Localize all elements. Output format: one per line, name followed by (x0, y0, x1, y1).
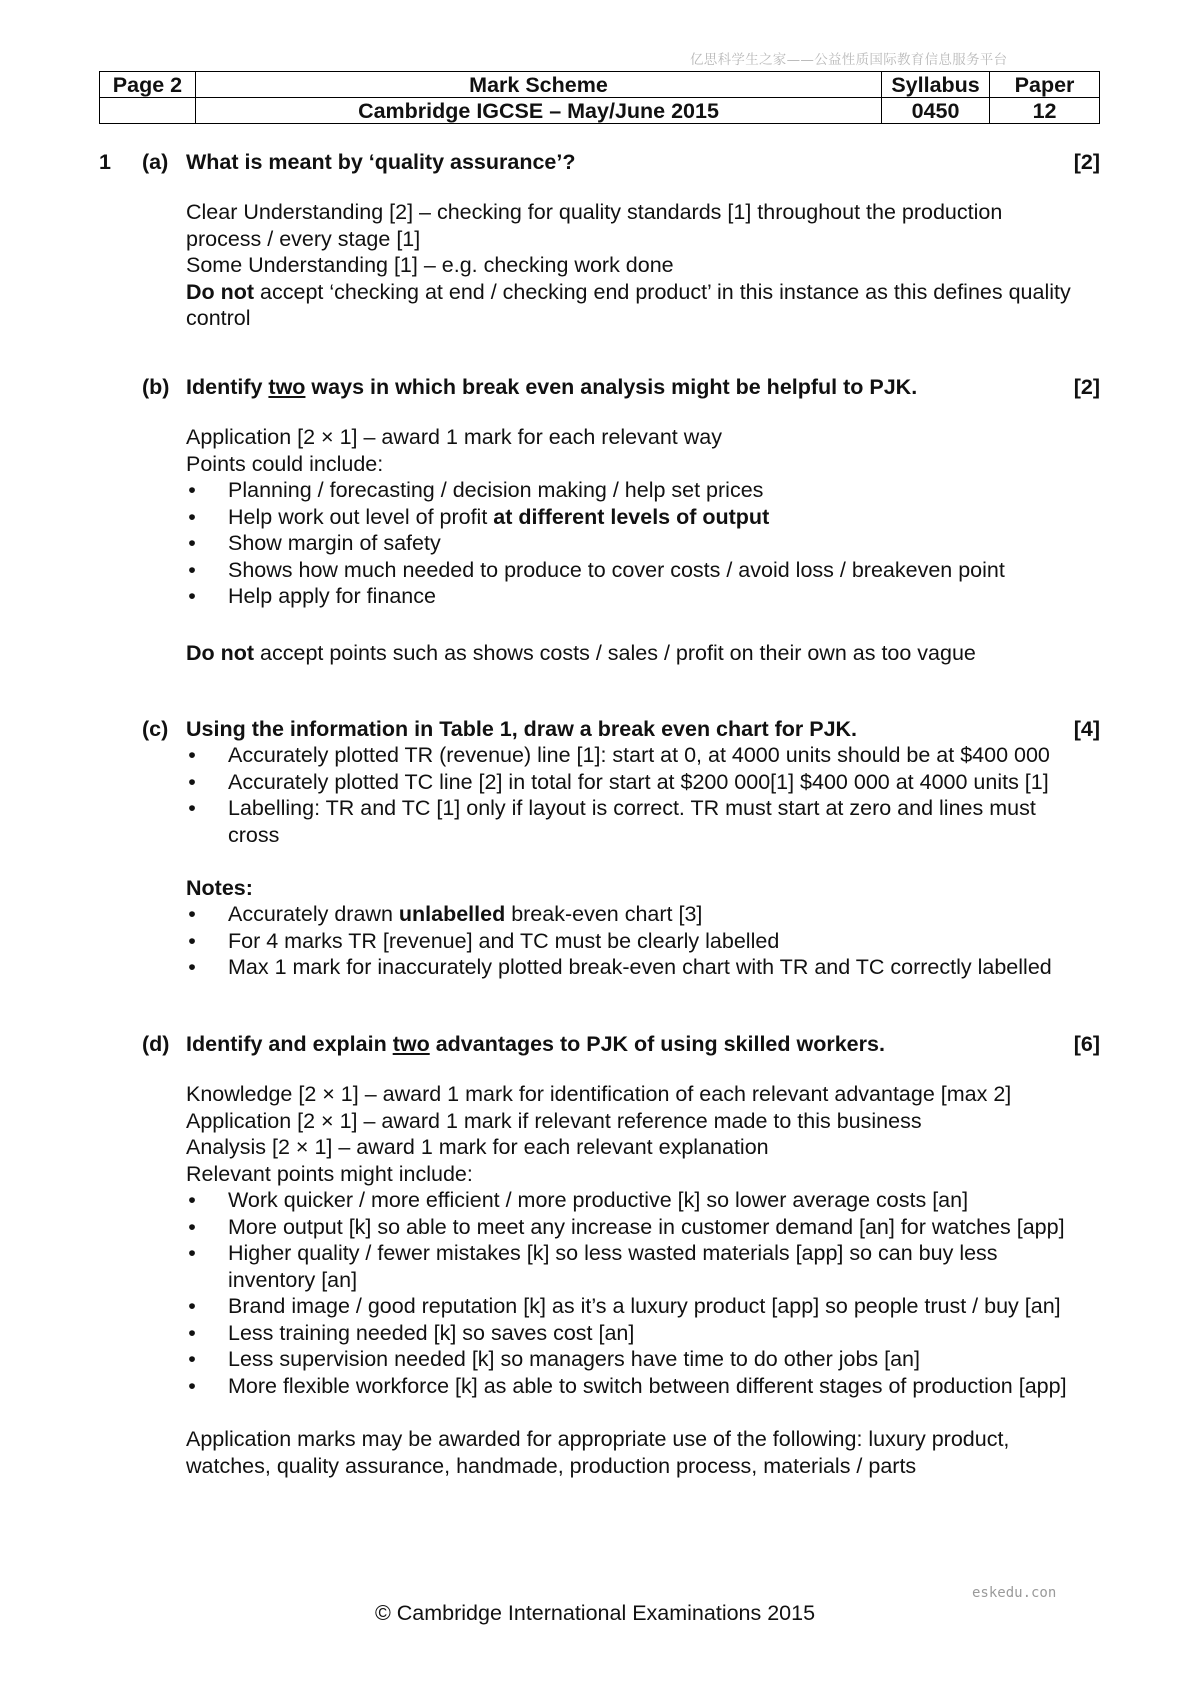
footer-copyright: © Cambridge International Examinations 2015 (374, 1601, 816, 1625)
list-item (186, 1373, 1100, 1400)
do-not-label: Do not (186, 279, 255, 304)
list-item-cont (186, 822, 1100, 849)
page-number: Page 2 (100, 72, 196, 98)
part-b-marks: [2] (1073, 375, 1100, 399)
list-item-text: Less supervision needed [k] so managers have time to do other jobs [an] (228, 1347, 920, 1371)
part-b-do-not (186, 640, 1100, 667)
notes-title: Notes: (186, 876, 253, 900)
list-item (186, 1214, 1100, 1241)
do-not-text: accept ‘checking at end / checking end product’ in this instance as this defines quality (254, 279, 1071, 304)
part-b-question (186, 374, 917, 401)
q-text-underlined: two (392, 1032, 430, 1056)
list-item (186, 583, 1100, 610)
part-a-question: What is meant by ‘quality assurance’? (186, 150, 576, 174)
list-item (186, 742, 1100, 769)
part-b-intro (186, 424, 1100, 477)
do-not-label: Do not (186, 641, 255, 665)
bullet-icon: • (188, 1214, 196, 1239)
bullet-icon: • (188, 796, 196, 820)
bullet-icon: • (188, 1188, 196, 1212)
answer-line: Some Understanding [1] – e.g. checking work done (186, 253, 674, 277)
list-item (186, 901, 1100, 928)
watermark-top: 亿思科学生之家——公益性质国际教育信息服务平台 (690, 52, 1008, 68)
list-item-text: Work quicker / more efficient / more productive [k] so lower average costs [an] (228, 1188, 969, 1212)
q-text-underlined: two (268, 375, 306, 399)
bullet-icon: • (188, 955, 196, 979)
notes-bullets (186, 901, 1100, 981)
syllabus-label: Syllabus (882, 72, 990, 98)
list-item (186, 530, 1100, 557)
document-subtitle: Cambridge IGCSE – May/June 2015 (195, 98, 881, 124)
bullet-icon: • (188, 928, 196, 953)
part-d-marks: [6] (1073, 1032, 1100, 1056)
list-item-bold: unlabelled (398, 902, 506, 926)
paper-value: 12 (990, 98, 1100, 124)
list-item-text: Max 1 mark for inaccurately plotted break-even chart with TR and TC correctly labelled (228, 955, 1052, 979)
list-item (186, 928, 1100, 955)
bullet-icon: • (188, 531, 196, 555)
do-not-text: accept points such as shows costs / sales / profit on their own as too vague (254, 641, 976, 665)
list-item-text: inventory [an] (228, 1267, 358, 1292)
part-b-bullets (186, 477, 1100, 610)
list-item-text: Less training needed [k] so saves cost [an] (228, 1320, 635, 1345)
list-item-text: Help apply for finance (228, 584, 436, 608)
question-number: 1 (99, 150, 111, 174)
intro-line: Application [2 × 1] – award 1 mark for each relevant way (186, 425, 722, 449)
bullet-icon: • (188, 584, 196, 608)
list-item-text: Accurately plotted TC line [2] in total for start at $200 000[1] $400 000 at 4000 units [1] (228, 769, 1049, 794)
part-d-closing (186, 1426, 1100, 1479)
intro-line: Analysis [2 × 1] – award 1 mark for each relevant explanation (186, 1135, 769, 1159)
bullet-icon: • (188, 1241, 196, 1265)
list-item-text: cross (228, 822, 280, 847)
bullet-icon: • (188, 557, 196, 582)
syllabus-value: 0450 (882, 98, 990, 124)
list-item (186, 1240, 1100, 1267)
list-item-text: More output [k] so able to meet any increase in customer demand [an] for watches [app] (228, 1214, 1065, 1239)
part-c-bullets (186, 742, 1100, 848)
list-item-text: Accurately drawn (228, 902, 399, 926)
answer-line: process / every stage [1] (186, 226, 421, 251)
document-title: Mark Scheme (195, 72, 881, 98)
list-item (186, 1346, 1100, 1373)
list-item-text: Accurately plotted TR (revenue) line [1]: start at 0, at 4000 units should be at $400 000 (228, 743, 1050, 767)
q-text-post: ways in which break even analysis might be helpful to PJK. (305, 375, 918, 399)
bullet-icon: • (188, 769, 196, 794)
part-c-question: Using the information in Table 1, draw a break even chart for PJK. (186, 717, 858, 741)
do-not-note-cont: control (186, 306, 251, 330)
list-item-text: More flexible workforce [k] as able to switch between different stages of production [app] (228, 1373, 1067, 1398)
list-item-text: For 4 marks TR [revenue] and TC must be clearly labelled (228, 928, 780, 953)
list-item (186, 504, 1100, 531)
list-item-text: Help work out level of profit (228, 504, 494, 529)
bullet-icon: • (188, 1347, 196, 1371)
bullet-icon: • (188, 902, 196, 926)
list-item (186, 557, 1100, 584)
bullet-icon: • (188, 743, 196, 767)
part-b-label: (b) (142, 375, 170, 399)
list-item-text: Shows how much needed to produce to cover costs / avoid loss / breakeven point (228, 557, 1005, 582)
list-item (186, 1293, 1100, 1320)
list-item-text: Show margin of safety (228, 531, 441, 555)
list-item-text: Higher quality / fewer mistakes [k] so less wasted materials [app] so can buy less (228, 1241, 998, 1265)
bullet-icon: • (188, 1294, 196, 1318)
intro-line: Application [2 × 1] – award 1 mark if relevant reference made to this business (186, 1108, 922, 1133)
part-d-label: (d) (142, 1032, 170, 1056)
intro-line: Points could include: (186, 451, 384, 476)
part-c-marks: [4] (1073, 717, 1100, 741)
bullet-icon: • (188, 504, 196, 529)
bullet-icon: • (188, 1373, 196, 1398)
bullet-icon: • (188, 478, 196, 502)
part-d-question (186, 1031, 885, 1058)
part-d-bullets (186, 1187, 1100, 1399)
answer-line: Clear Understanding [2] – checking for quality standards [1] throughout the production (186, 200, 1003, 224)
part-a-marks: [2] (1073, 150, 1100, 174)
closing-line: watches, quality assurance, handmade, production process, materials / parts (186, 1453, 917, 1478)
list-item-cont (186, 1267, 1100, 1294)
intro-line: Knowledge [2 × 1] – award 1 mark for identification of each relevant advantage [max 2] (186, 1082, 1012, 1106)
bullet-icon: • (188, 1320, 196, 1345)
list-item-text: Planning / forecasting / decision making / help set prices (228, 478, 764, 502)
list-item (186, 954, 1100, 981)
part-a-answer (186, 199, 1100, 332)
q-text-pre: Identify and explain (186, 1032, 393, 1056)
part-c-label: (c) (142, 717, 169, 741)
header-table (99, 71, 1100, 124)
list-item-text: Labelling: TR and TC [1] only if layout is correct. TR must start at zero and lines must (228, 796, 1036, 820)
list-item-text: break-even chart [3] (505, 902, 703, 926)
list-item (186, 1320, 1100, 1347)
list-item (186, 795, 1100, 822)
list-item-bold: at different levels of output (493, 504, 770, 529)
part-d-intro (186, 1081, 1100, 1187)
list-item-text: Brand image / good reputation [k] as it’s a luxury product [app] so people trust / buy [an] (228, 1294, 1061, 1318)
paper-label: Paper (990, 72, 1100, 98)
empty-cell (100, 98, 196, 124)
q-text-pre: Identify (186, 375, 269, 399)
list-item (186, 769, 1100, 796)
q-text-post: advantages to PJK of using skilled workers. (429, 1032, 885, 1056)
watermark-bottom: eskedu.con (972, 1585, 1057, 1601)
closing-line: Application marks may be awarded for appropriate use of the following: luxury product, (186, 1427, 1010, 1451)
part-a-label: (a) (142, 150, 169, 174)
do-not-note (186, 279, 1100, 306)
list-item (186, 477, 1100, 504)
list-item (186, 1187, 1100, 1214)
intro-line: Relevant points might include: (186, 1161, 473, 1186)
